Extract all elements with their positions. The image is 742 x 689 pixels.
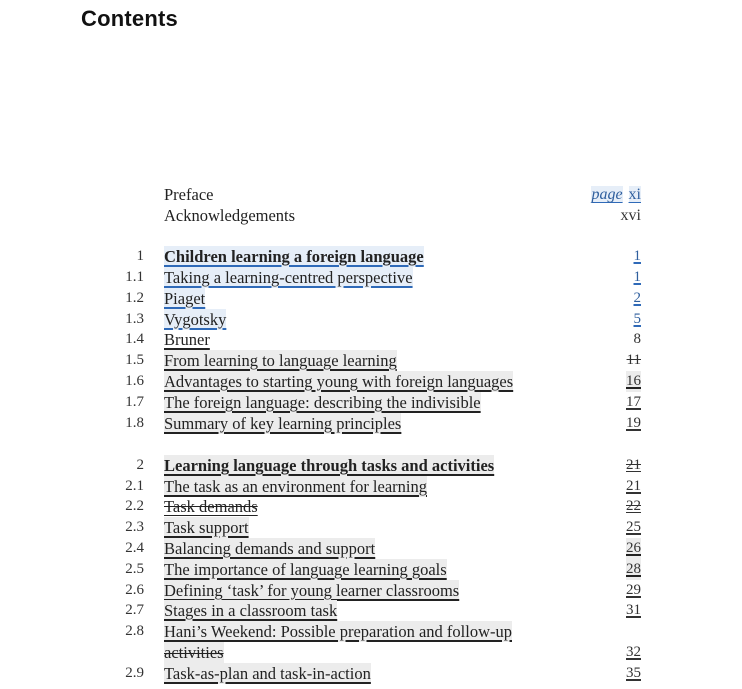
toc-section[interactable] <box>0 476 742 497</box>
section-page-link[interactable]: 31 <box>626 602 641 618</box>
toc-section[interactable] <box>0 371 742 392</box>
toc-section[interactable] <box>0 496 742 517</box>
section-title-link[interactable]: Task-as-plan and task-in-action <box>164 664 371 683</box>
section-number: 2.1 <box>125 478 144 494</box>
toc-section[interactable] <box>0 600 742 621</box>
toc-section[interactable] <box>0 267 742 288</box>
section-page-link[interactable]: 28 <box>626 559 641 580</box>
section-title-link[interactable]: Hani’s Weekend: Possible preparation and follow-up <box>164 622 512 641</box>
section-page-link[interactable]: 32 <box>626 644 641 660</box>
section-number: 1.8 <box>125 415 144 431</box>
chapter-page-link[interactable]: 1 <box>633 248 641 264</box>
section-title-link[interactable]: The foreign language: describing the indivisible <box>164 393 481 412</box>
section-title-link[interactable]: Defining ‘task’ for young learner classrooms <box>164 581 460 600</box>
section-number: 1.3 <box>125 311 144 327</box>
section-number: 1.5 <box>125 352 144 368</box>
section-number: 1.2 <box>125 290 144 306</box>
section-number: 1.4 <box>125 331 144 347</box>
page-prefix-label: page <box>591 186 623 203</box>
section-number: 2.7 <box>125 602 144 618</box>
toc-section[interactable] <box>0 329 742 350</box>
section-number: 1.7 <box>125 394 144 410</box>
toc-section[interactable] <box>0 392 742 413</box>
chapter-page-link[interactable]: 21 <box>626 457 641 473</box>
toc-chapter-1[interactable] <box>0 246 742 267</box>
toc-section[interactable] <box>0 663 742 684</box>
section-title-link[interactable]: The task as an environment for learning <box>164 477 427 496</box>
toc-section[interactable] <box>0 580 742 601</box>
section-page-link[interactable]: 2 <box>633 290 641 306</box>
page-title: Contents <box>81 6 178 31</box>
section-title-link[interactable]: Balancing demands and support <box>164 539 376 558</box>
section-title-link[interactable]: Piaget <box>164 289 206 308</box>
section-number: 2.4 <box>125 540 144 556</box>
entry-title: Preface <box>164 185 214 204</box>
section-number: 1.6 <box>125 373 144 389</box>
section-page-link[interactable]: 35 <box>626 665 641 681</box>
section-number: 2.2 <box>125 498 144 514</box>
toc-section[interactable] <box>0 309 742 330</box>
toc-section[interactable] <box>0 350 742 371</box>
section-title-link[interactable]: Stages in a classroom task <box>164 601 338 620</box>
section-page-link[interactable]: 22 <box>626 498 641 514</box>
toc-section[interactable] <box>0 413 742 434</box>
section-page-link[interactable]: 11 <box>626 352 641 368</box>
section-page-link[interactable]: 29 <box>626 582 641 598</box>
section-title-link[interactable]: Task support <box>164 518 249 537</box>
section-number: 2.6 <box>125 582 144 598</box>
entry-page: xvi <box>620 207 641 224</box>
chapter-title-link[interactable]: Learning language through tasks and activities <box>164 456 495 475</box>
section-number: 2.3 <box>125 519 144 535</box>
section-number: 2.9 <box>125 665 144 681</box>
toc-section-continued[interactable] <box>0 642 742 663</box>
section-number: 1.1 <box>125 269 144 285</box>
toc-chapter-2[interactable] <box>0 455 742 476</box>
chapter-title-link[interactable]: Children learning a foreign language <box>164 247 424 266</box>
section-page-link[interactable]: 25 <box>626 519 641 535</box>
chapter-number: 2 <box>136 457 144 473</box>
section-page-link[interactable]: 1 <box>633 269 641 285</box>
section-title-link[interactable]: Summary of key learning principles <box>164 414 402 433</box>
entry-title: Acknowledgements <box>164 206 296 225</box>
section-page-link[interactable]: 8 <box>633 331 641 347</box>
entry-page[interactable] <box>591 184 641 205</box>
toc-section[interactable] <box>0 538 742 559</box>
section-page-link[interactable]: 17 <box>626 394 641 410</box>
section-page-link[interactable]: 26 <box>626 538 641 559</box>
toc-section[interactable] <box>0 559 742 580</box>
page-number: xi <box>628 186 641 203</box>
chapter-number: 1 <box>136 248 144 264</box>
section-number: 2.8 <box>125 623 144 639</box>
section-page-link[interactable]: 16 <box>626 371 641 392</box>
section-title-link[interactable]: Vygotsky <box>164 310 227 329</box>
section-number: 2.5 <box>125 561 144 577</box>
section-title-link[interactable]: The importance of language learning goals <box>164 560 447 579</box>
section-title-link[interactable]: Task demands <box>164 497 258 516</box>
section-page-link[interactable]: 5 <box>633 311 641 327</box>
section-page-link[interactable]: 21 <box>626 478 641 494</box>
section-title-link[interactable]: From learning to language learning <box>164 351 397 370</box>
toc-section[interactable] <box>0 288 742 309</box>
section-title-continuation[interactable]: activities <box>164 643 224 662</box>
section-title-link[interactable]: Advantages to starting young with foreign languages <box>164 372 514 391</box>
toc-section[interactable] <box>0 621 742 642</box>
toc-section[interactable] <box>0 517 742 538</box>
section-page-link[interactable]: 19 <box>626 415 641 431</box>
section-title-link[interactable]: Taking a learning-centred perspective <box>164 268 413 287</box>
toc-entry-acknowledgements[interactable] <box>0 205 742 226</box>
toc-entry-preface[interactable] <box>0 184 742 205</box>
section-title-link[interactable]: Bruner <box>164 330 210 349</box>
